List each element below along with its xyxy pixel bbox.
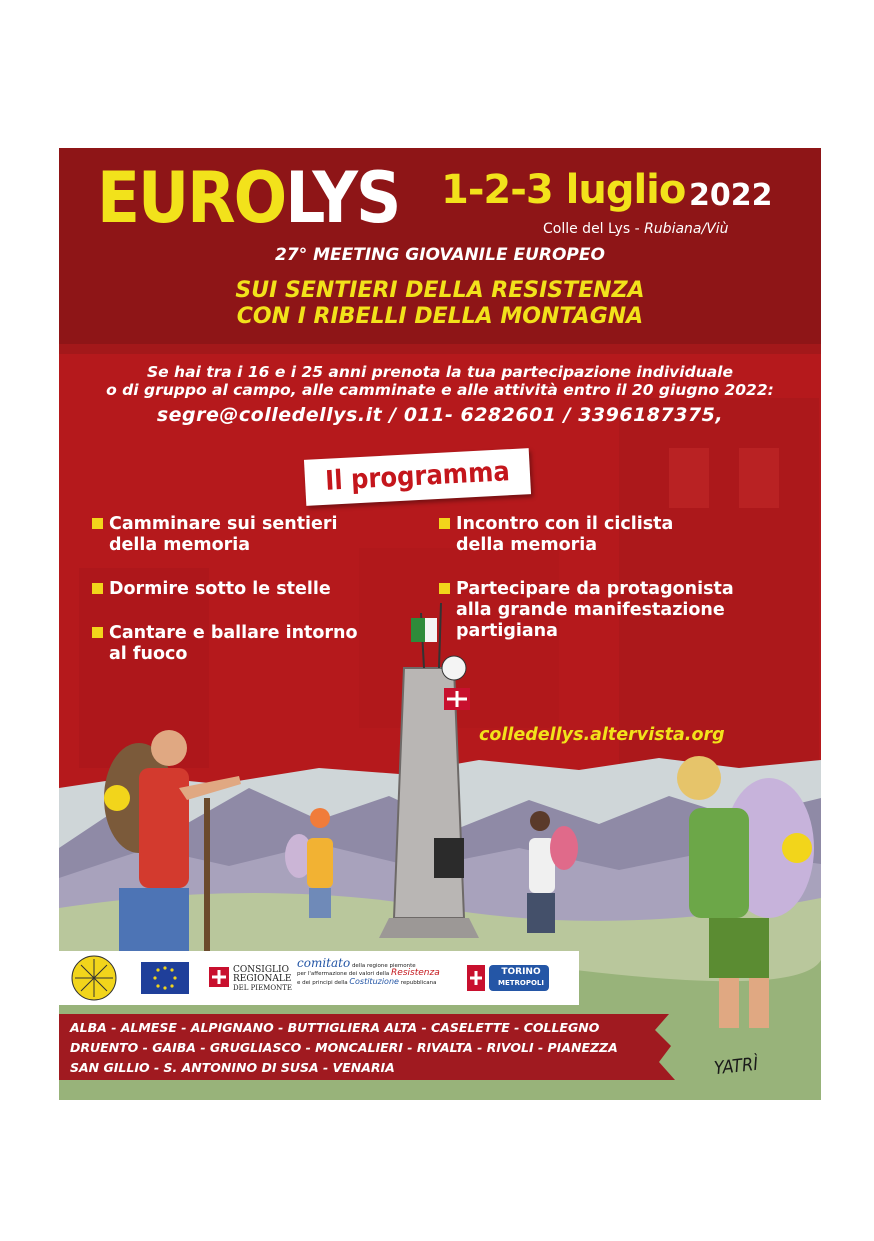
comitato-word: comitato <box>297 956 351 970</box>
consiglio-logo <box>233 966 292 993</box>
program-item-text: Camminare sui sentieri <box>109 514 338 534</box>
program-item-right-2 <box>439 579 734 642</box>
comitato-text: e dei principi della <box>297 980 348 986</box>
event-location <box>543 220 729 238</box>
info-line-1: Se hai tra i 16 e i 25 anni prenota la tua partecipazione individuale <box>146 363 734 381</box>
program-item-text: alla grande manifestazione <box>456 600 725 620</box>
program-item-text: partigiana <box>456 621 558 641</box>
program-item-text: al fuoco <box>109 644 188 664</box>
artist-signature: YATRÌ <box>713 1053 760 1080</box>
cities-line-2: DRUENTO - GAIBA - GRUGLIASCO - MONCALIERI - RIVALTA - RIVOLI - PIANEZZA <box>70 1040 618 1055</box>
consiglio-text: DEL PIEMONTE <box>233 984 292 992</box>
program-item-text: della memoria <box>456 535 598 555</box>
torino-text: METROPOLI <box>497 979 544 987</box>
info-line-2: o di gruppo al campo, alle camminate e alle attività entro il 20 giugno 2022: <box>106 381 774 399</box>
event-title-euro: EURO <box>97 157 286 239</box>
event-dates: 1-2-3 luglio <box>441 167 686 213</box>
consiglio-text: CONSIGLIO <box>233 965 289 975</box>
poster <box>59 148 821 1100</box>
program-item-left-2 <box>92 579 331 600</box>
torino-logo <box>493 967 549 989</box>
comitato-logo <box>297 956 457 987</box>
comitato-text: della regione piemonte <box>351 963 416 969</box>
program-title: Il programma <box>304 448 531 506</box>
bullet-icon <box>92 583 103 594</box>
sponsor-logos <box>59 951 579 1005</box>
program-item-left-3 <box>92 623 358 665</box>
consiglio-text: REGIONALE <box>233 974 292 984</box>
program-item-text: della memoria <box>109 535 251 555</box>
subtitle-line-2: CON I RIBELLI DELLA MONTAGNA <box>236 304 644 329</box>
torino-text: TORINO <box>501 967 541 977</box>
comitato-text: repubblicana <box>400 980 437 986</box>
website-link[interactable]: colledellys.altervista.org <box>479 725 725 745</box>
program-item-left-1 <box>92 514 338 556</box>
comitato-text: per l'affermazione dei valori della <box>297 971 390 977</box>
program-item-text: Partecipare da protagonista <box>456 579 734 599</box>
program-item-right-1 <box>439 514 673 556</box>
location-main: Colle del Lys - <box>543 221 645 237</box>
cities-line-3: SAN GILLIO - S. ANTONINO DI SUSA - VENARIA <box>70 1060 395 1075</box>
cities-line-1: ALBA - ALMESE - ALPIGNANO - BUTTIGLIERA ALTA - CASELETTE - COLLEGNO <box>70 1020 600 1035</box>
bullet-icon <box>92 518 103 529</box>
event-year: 2022 <box>689 178 773 213</box>
comitato-text: Resistenza <box>391 968 440 978</box>
contact-line: segre@colledellys.it / 011- 6282601 / 3396187375, <box>156 404 724 426</box>
program-item-text: Incontro con il ciclista <box>456 514 674 534</box>
subtitle-line-1: SUI SENTIERI DELLA RESISTENZA <box>235 278 645 303</box>
event-title-lys: LYS <box>285 157 400 239</box>
program-item-text: Dormire sotto le stelle <box>109 579 331 599</box>
bullet-icon <box>439 583 450 594</box>
bullet-icon <box>92 627 103 638</box>
location-detail: Rubiana/Viù <box>644 221 729 237</box>
program-item-text: Cantare e ballare intorno <box>109 623 358 643</box>
bullet-icon <box>439 518 450 529</box>
comitato-text: Costituzione <box>349 977 399 986</box>
meeting-label: 27° MEETING GIOVANILE EUROPEO <box>275 245 605 265</box>
event-title <box>97 156 399 240</box>
